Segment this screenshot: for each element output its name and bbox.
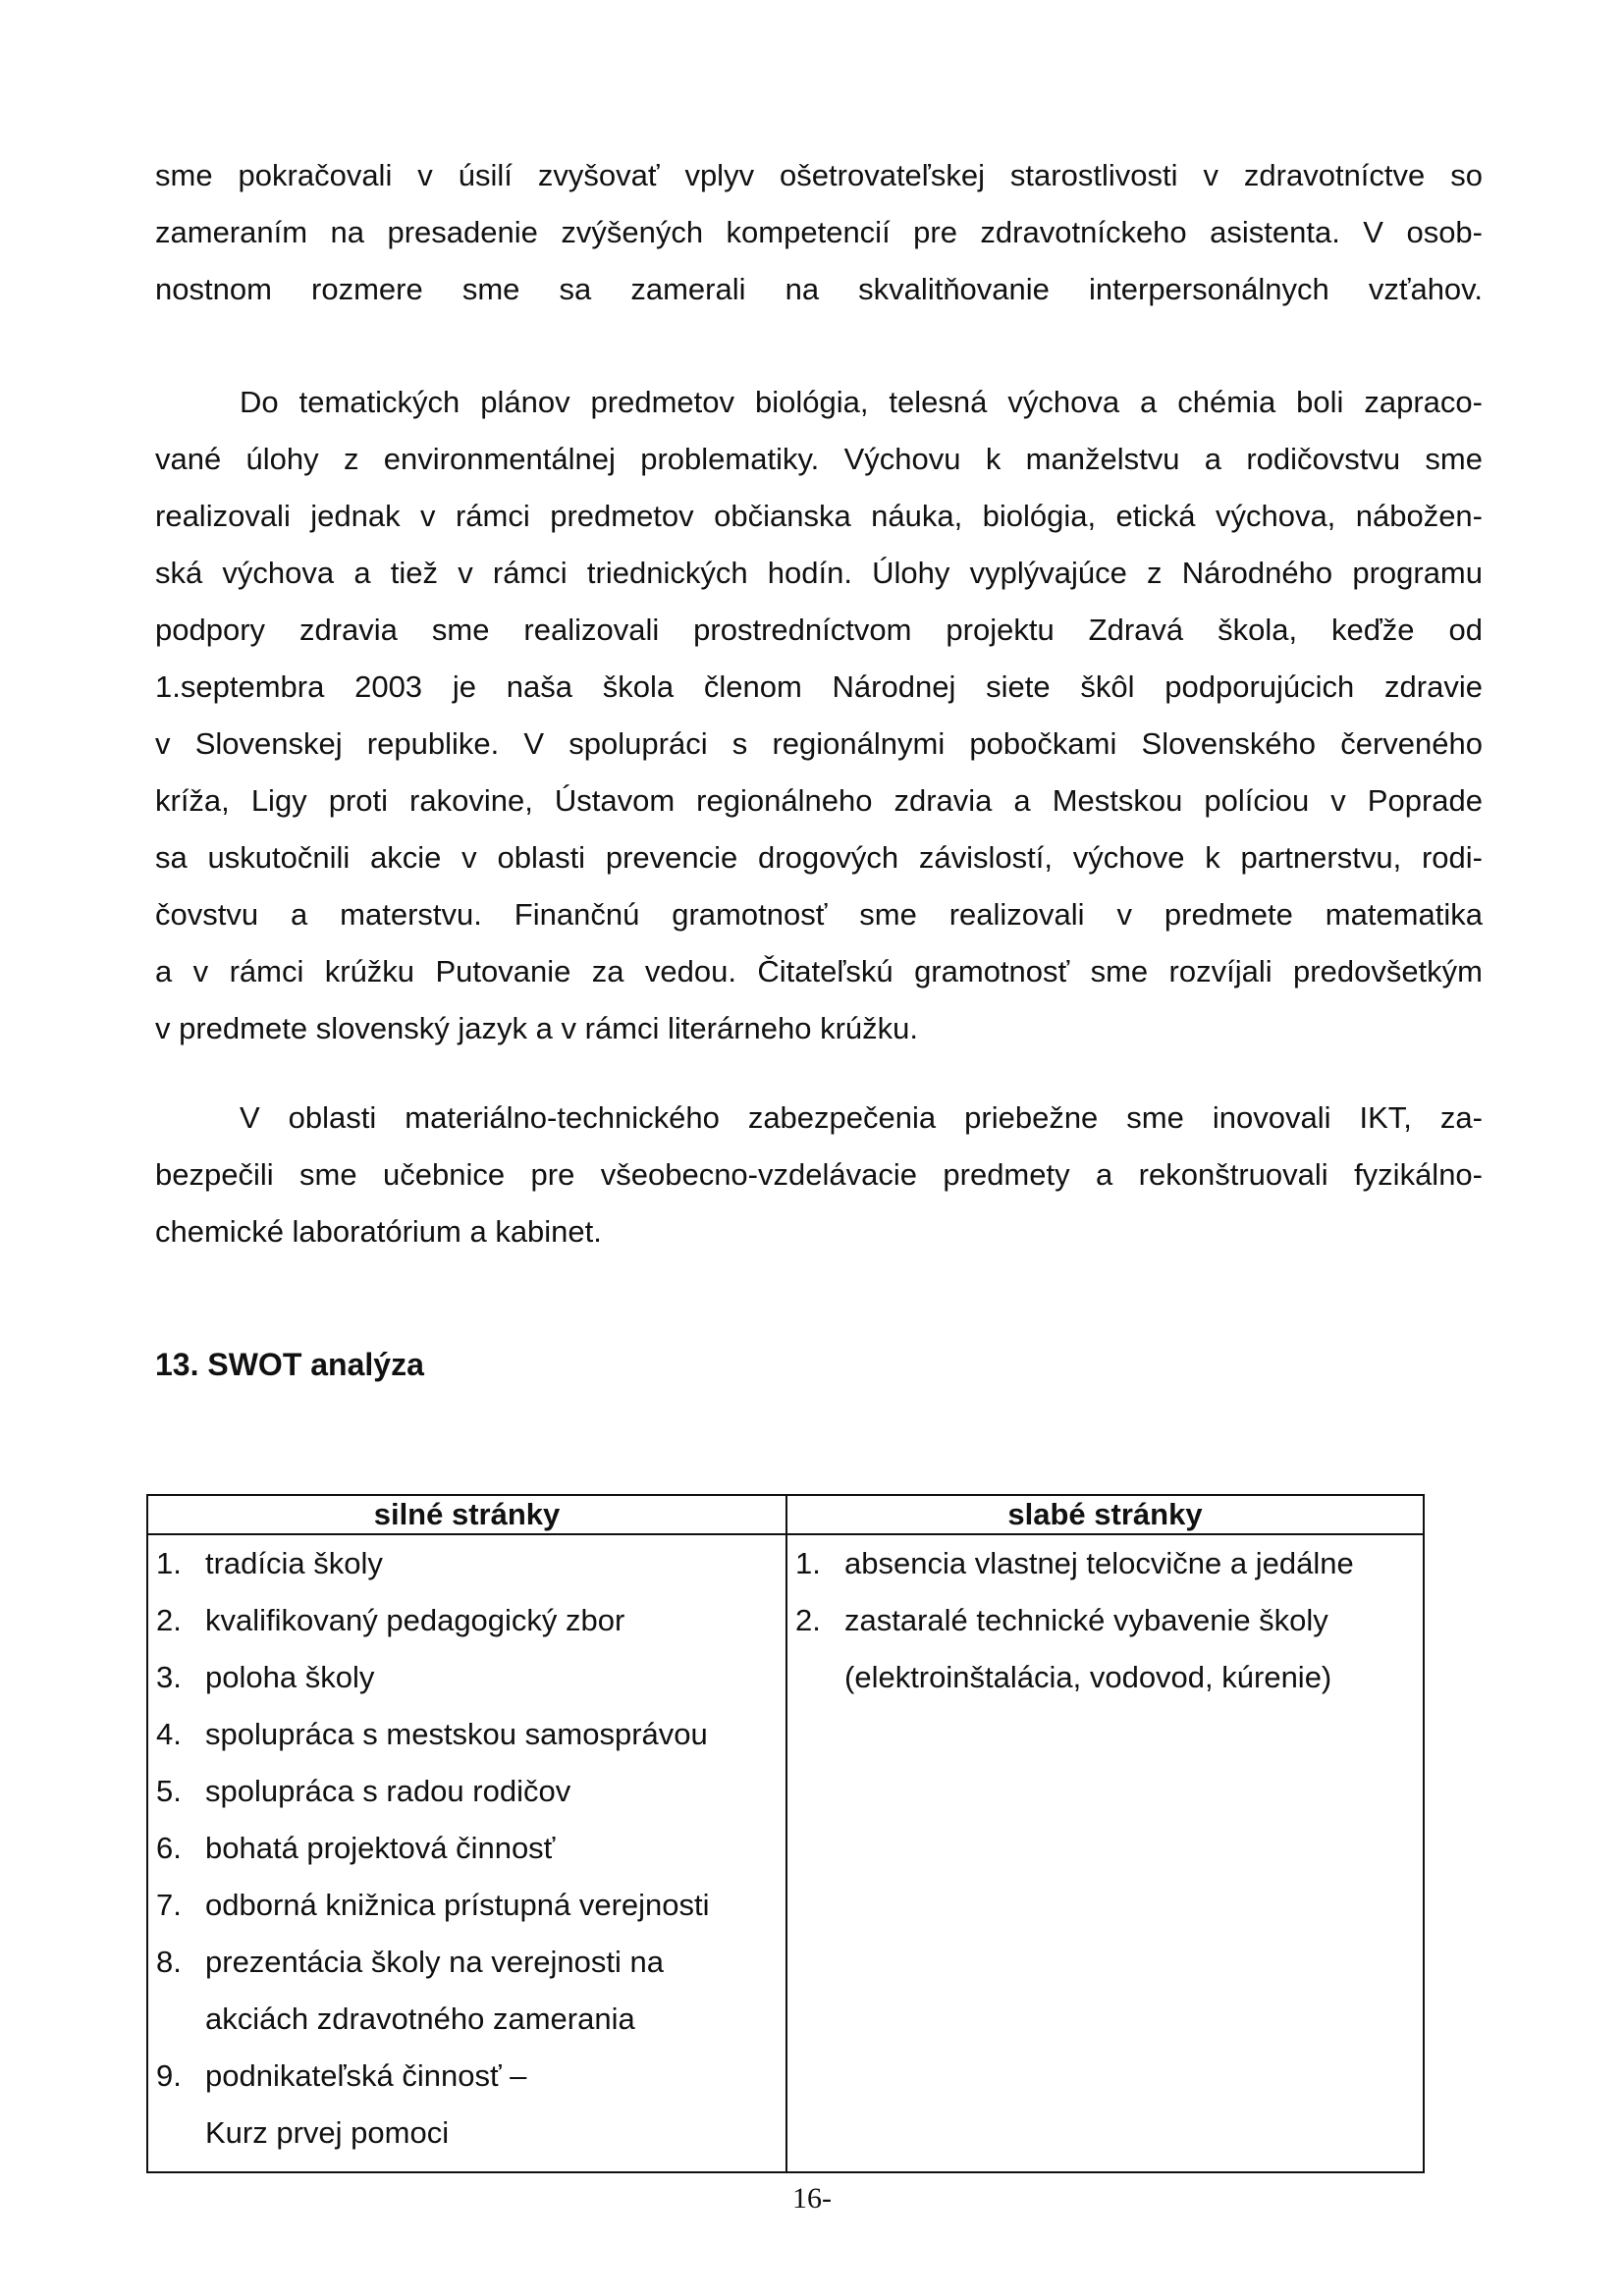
item-text: odborná knižnica prístupná verejnosti bbox=[205, 1888, 710, 1922]
item-text: zastaralé technické vybavenie školy bbox=[844, 1603, 1328, 1637]
item-text: poloha školy bbox=[205, 1660, 375, 1694]
item-text: tradícia školy bbox=[205, 1546, 383, 1580]
text-line: V oblasti materiálno-technického zabezpečenia priebežne sme inovovali IKT, za- bbox=[240, 1100, 1483, 1135]
strengths-cell bbox=[147, 1534, 786, 2172]
list-item bbox=[795, 1535, 1423, 1592]
text-line: vané úlohy z environmentálnej problematiky. Výchovu k manželstvu a rodičovstvu sme bbox=[155, 442, 1483, 476]
list-item bbox=[156, 1649, 785, 1706]
list-item bbox=[156, 1535, 785, 1592]
list-item bbox=[156, 2048, 785, 2162]
item-number: 2. bbox=[156, 1603, 182, 1637]
list-item bbox=[795, 1592, 1423, 1706]
paragraph-2 bbox=[155, 374, 1483, 1057]
weaknesses-list bbox=[787, 1535, 1423, 1706]
item-number: 8. bbox=[156, 1945, 182, 1979]
item-text: absencia vlastnej telocvične a jedálne bbox=[844, 1546, 1354, 1580]
item-text: kvalifikovaný pedagogický zbor bbox=[205, 1603, 625, 1637]
item-number: 5. bbox=[156, 1774, 182, 1808]
item-number: 3. bbox=[156, 1660, 182, 1694]
text-line: Do tematických plánov predmetov biológia, telesná výchova a chémia boli zapraco- bbox=[240, 385, 1483, 419]
swot-table bbox=[146, 1494, 1425, 2173]
text-line: nostnom rozmere sme sa zamerali na skvalitňovanie interpersonálnych vzťahov. bbox=[155, 272, 1483, 306]
list-item bbox=[156, 1934, 785, 2048]
strengths-list bbox=[148, 1535, 785, 2162]
item-text-continued: (elektroinštalácia, vodovod, kúrenie) bbox=[844, 1660, 1332, 1694]
text-line: 1.septembra 2003 je naša škola členom Národnej siete škôl podporujúcich zdravie bbox=[155, 669, 1483, 704]
text-line: ská výchova a tiež v rámci triednických hodín. Úlohy vyplývajúce z Národného programu bbox=[155, 556, 1483, 590]
list-item bbox=[156, 1820, 785, 1877]
weaknesses-header: slabé stránky bbox=[786, 1495, 1424, 1534]
item-number: 7. bbox=[156, 1888, 182, 1922]
section-heading: 13. SWOT analýza bbox=[155, 1347, 424, 1382]
weaknesses-cell bbox=[786, 1534, 1424, 2172]
item-text: spolupráca s mestskou samosprávou bbox=[205, 1717, 708, 1751]
item-text-continued: akciách zdravotného zamerania bbox=[205, 2002, 635, 2036]
text-line: realizovali jednak v rámci predmetov občianska náuka, biológia, etická výchova, nábožen- bbox=[155, 499, 1483, 533]
item-text: prezentácia školy na verejnosti na bbox=[205, 1945, 664, 1979]
text-line: a v rámci krúžku Putovanie za vedou. Čitateľskú gramotnosť sme rozvíjali predovšetkým bbox=[155, 954, 1483, 988]
list-item bbox=[156, 1877, 785, 1934]
text-line: podpory zdravia sme realizovali prostredníctvom projektu Zdravá škola, keďže od bbox=[155, 613, 1483, 647]
list-item bbox=[156, 1706, 785, 1763]
text-line: v Slovenskej republike. V spolupráci s regionálnymi pobočkami Slovenského červeného bbox=[155, 726, 1483, 761]
text-line: v predmete slovenský jazyk a v rámci literárneho krúžku. bbox=[155, 1011, 919, 1045]
text-line: bezpečili sme učebnice pre všeobecno-vzdelávacie predmety a rekonštruovali fyzikálno- bbox=[155, 1157, 1483, 1192]
text-line: čovstvu a materstvu. Finančnú gramotnosť sme realizovali v predmete matematika bbox=[155, 897, 1483, 932]
item-number: 1. bbox=[795, 1546, 821, 1580]
item-text: spolupráca s radou rodičov bbox=[205, 1774, 571, 1808]
item-text: bohatá projektová činnosť bbox=[205, 1831, 556, 1865]
paragraph-3 bbox=[155, 1090, 1483, 1260]
page-number: 16- bbox=[792, 2182, 832, 2215]
item-number: 1. bbox=[156, 1546, 182, 1580]
text-line: sme pokračovali v úsilí zvyšovať vplyv ošetrovateľskej starostlivosti v zdravotníctve so bbox=[155, 158, 1483, 192]
text-line: zameraním na presadenie zvýšených kompetencií pre zdravotníckeho asistenta. V osob- bbox=[155, 215, 1483, 249]
list-item bbox=[156, 1592, 785, 1649]
text-line: kríža, Ligy proti rakovine, Ústavom regionálneho zdravia a Mestskou políciou v Poprade bbox=[155, 783, 1483, 818]
paragraph-1 bbox=[155, 147, 1483, 318]
item-number: 2. bbox=[795, 1603, 821, 1637]
item-text: podnikateľská činnosť – bbox=[205, 2058, 527, 2093]
text-line: chemické laboratórium a kabinet. bbox=[155, 1214, 602, 1249]
item-number: 9. bbox=[156, 2058, 182, 2093]
text-line: sa uskutočnili akcie v oblasti prevencie drogových závislostí, výchove k partnerstvu, rodi- bbox=[155, 840, 1483, 875]
item-text-continued: Kurz prvej pomoci bbox=[205, 2115, 450, 2150]
strengths-header: silné stránky bbox=[147, 1495, 786, 1534]
item-number: 6. bbox=[156, 1831, 182, 1865]
list-item bbox=[156, 1763, 785, 1820]
item-number: 4. bbox=[156, 1717, 182, 1751]
